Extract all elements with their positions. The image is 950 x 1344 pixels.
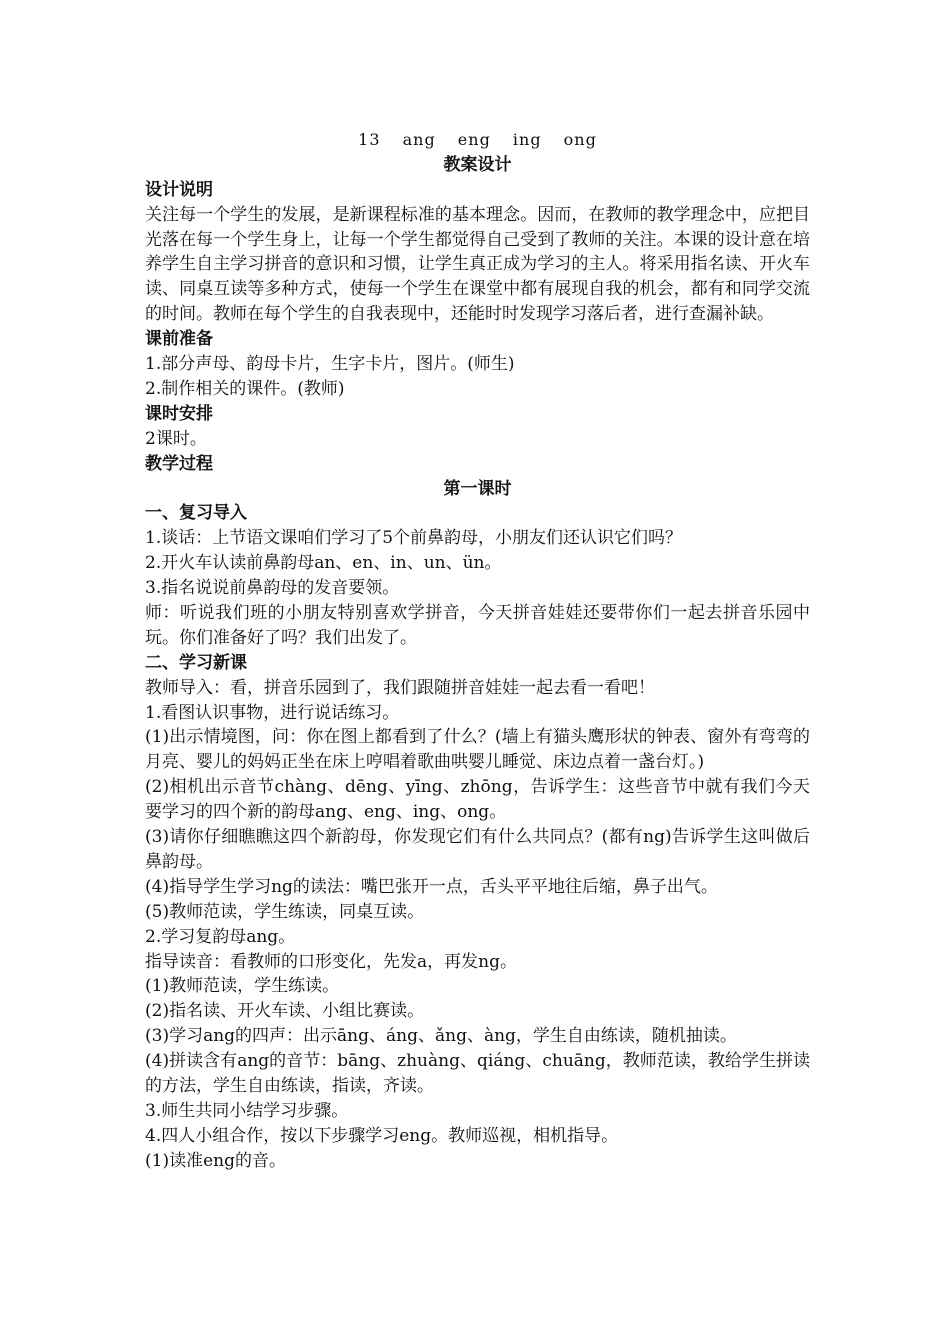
- step-item: 3.指名说说前鼻韵母的发音要领。: [145, 578, 400, 599]
- step-item: 3.师生共同小结学习步骤。: [145, 1100, 349, 1121]
- sub-step: (1)出示情境图，问：你在图上都看到了什么？(墙上有猫头鹰形状的钟表、窗外有弯弯的月亮、婴儿的妈妈正坐在床上哼唱着歌曲哄婴儿睡觉、床边点着一盏台灯。): [145, 727, 810, 773]
- prep-item: 1.部分声母、韵母卡片，生字卡片，图片。(师生): [145, 354, 515, 375]
- reading-guide: 指导读音：看教师的口形变化，先发a，再发ng。: [145, 951, 517, 972]
- section-heading-design: 设计说明: [145, 179, 213, 200]
- section-heading-schedule: 课时安排: [145, 403, 213, 424]
- sub-step: (2)相机出示音节chàng、dēng、yīng、zhōng，告诉学生：这些音节中就有我们今天要学习的四个新的韵母ang、eng、ing、ong。: [145, 777, 810, 823]
- section-heading-prep: 课前准备: [145, 329, 213, 350]
- sub-step: (4)拼读含有ang的音节：bāng、zhuàng、qiáng、chuāng，教师范读，教给学生拼读的方法，学生自由练读，指读，齐读。: [145, 1051, 810, 1097]
- part-heading-review: 一、复习导入: [145, 503, 247, 524]
- teacher-speech: 师：听说我们班的小朋友特别喜欢学拼音，今天拼音娃娃还要带你们一起去拼音乐园中玩。你们准备好了吗？我们出发了。: [145, 603, 810, 648]
- document-page: [145, 128, 810, 1174]
- lesson-period-heading: 第一课时: [443, 478, 512, 499]
- section-heading-process: 教学过程: [145, 453, 213, 474]
- teacher-intro: 教师导入：看，拼音乐园到了，我们跟随拼音娃娃一起去看一看吧！: [145, 677, 655, 698]
- sub-step: (3)请你仔细瞧瞧这四个新韵母，你发现它们有什么共同点？(都有ng)告诉学生这叫做后鼻韵母。: [145, 827, 810, 873]
- schedule-text: 2课时。: [145, 428, 207, 449]
- design-paragraph: 关注每一个学生的发展，是新课程标准的基本理念。因而，在教师的教学理念中，应把目光落在每一个学生身上，让每一个学生都觉得自己受到了教师的关注。本课的设计意在培养学生自主学习拼音的意识和习惯，让学生真正成为学习的主人。将采用指名读、开火车读、同桌互读等多种方式，使每一个学生在课堂中都有展现自我的机会，都有和同学交流的时间。教师在每个学生的自我表现中，还能时时发现学习落后者，进行查漏补缺。: [145, 204, 810, 325]
- lesson-subtitle: 教案设计: [443, 154, 512, 175]
- step-item: 1.谈话：上节语文课咱们学习了5个前鼻韵母，小朋友们还认识它们吗？: [145, 528, 683, 549]
- step-item: 4.四人小组合作，按以下步骤学习eng。教师巡视，相机指导。: [145, 1125, 619, 1146]
- sub-step: (1)教师范读，学生练读。: [145, 976, 340, 997]
- step-item: 2.学习复韵母ang。: [145, 926, 296, 947]
- part-heading-new-lesson: 二、学习新课: [145, 652, 247, 673]
- lesson-title: 13 ang eng ing ong: [358, 130, 597, 149]
- sub-step: (1)读准eng的音。: [145, 1150, 286, 1171]
- sub-step: (4)指导学生学习ng的读法：嘴巴张开一点，舌头平平地往后缩，鼻子出气。: [145, 876, 718, 897]
- step-item: 2.开火车认读前鼻韵母an、en、in、un、ün。: [145, 553, 502, 574]
- sub-step: (5)教师范读，学生练读，同桌互读。: [145, 901, 425, 922]
- sub-step: (3)学习ang的四声：出示āng、áng、ǎng、àng，学生自由练读，随机抽读。: [145, 1026, 737, 1047]
- prep-item: 2.制作相关的课件。(教师): [145, 378, 345, 399]
- sub-step: (2)指名读、开火车读、小组比赛读。: [145, 1001, 425, 1022]
- step-item: 1.看图认识事物，进行说话练习。: [145, 702, 400, 723]
